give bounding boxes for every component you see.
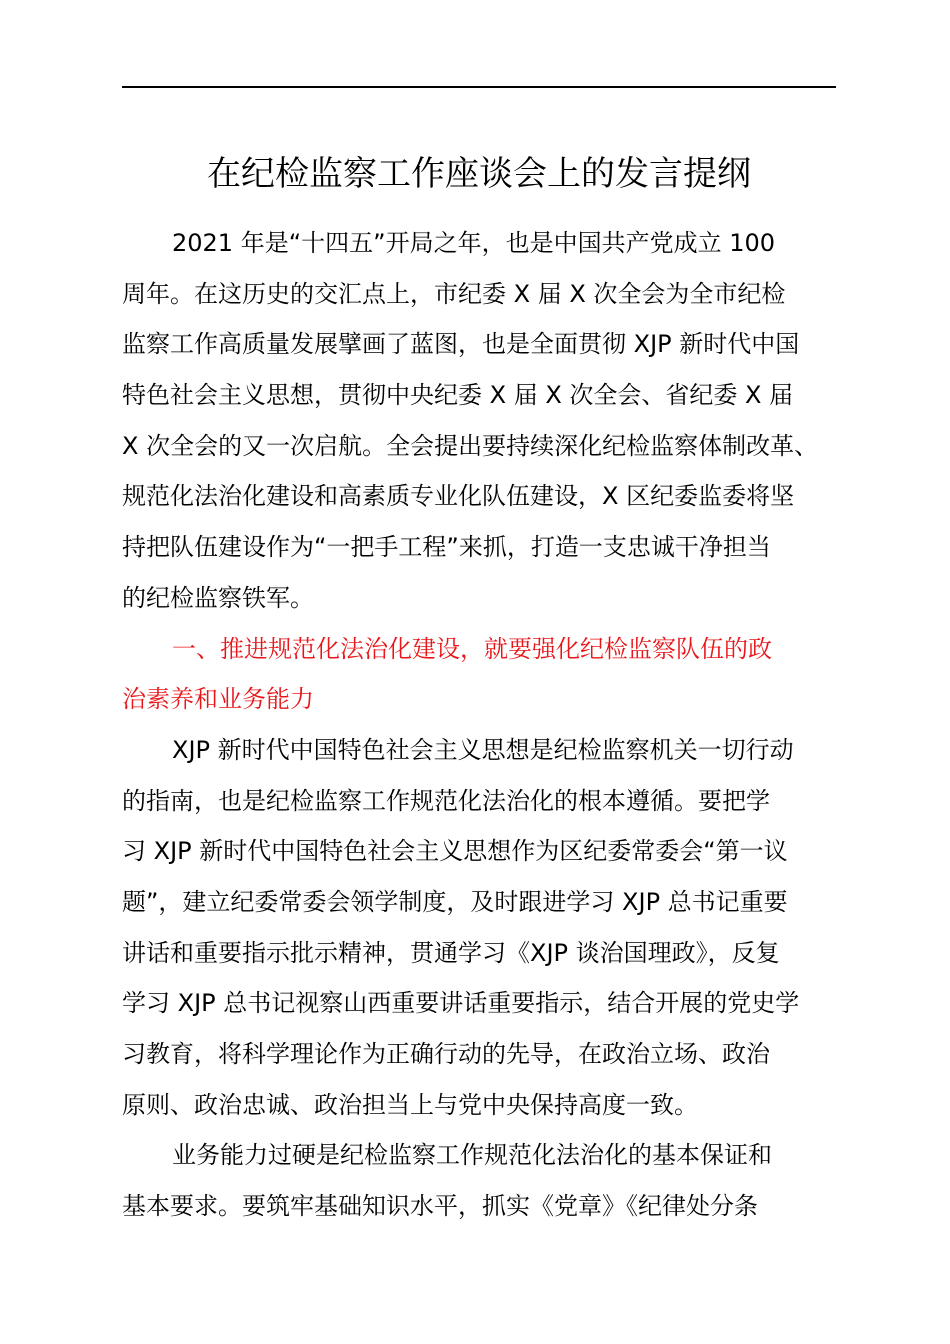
document-title: 在纪检监察工作座谈会上的发言提纲 (207, 154, 751, 194)
paragraph-2-line-7: 习教育，将科学理论作为正确行动的先导，在政治立场、政治 (122, 1040, 770, 1068)
paragraph-3-line-1: 业务能力过硬是纪检监察工作规范化法治化的基本保证和 (172, 1141, 772, 1170)
paragraph-1-line-3: 监察工作高质量发展擘画了蓝图，也是全面贯彻 XJP 新时代中国 (122, 330, 800, 359)
paragraph-1-line-6: 规范化法治化建设和高素质专业化队伍建设，X 区纪委监委将坚 (122, 482, 795, 511)
paragraph-2-line-6: 学习 XJP 总书记视察山西重要讲话重要指示，结合开展的党史学 (122, 989, 800, 1018)
paragraph-2-line-2: 的指南，也是纪检监察工作规范化法治化的根本遵循。要把学 (122, 786, 770, 815)
document-body (122, 218, 836, 1232)
paragraph-2-line-3: 习 XJP 新时代中国特色社会主义思想作为区纪委常委会“第一议 (122, 837, 788, 866)
paragraph-1-line-8: 的纪检监察铁军。 (122, 583, 314, 612)
paragraph-1-line-4: 特色社会主义思想，贯彻中央纪委 X 届 X 次全会、省纪委 X 届 (122, 381, 794, 410)
paragraph-2-line-4: 题”，建立纪委常委会领学制度，及时跟进学习 XJP 总书记重要 (122, 887, 788, 916)
paragraph-2-line-5: 讲话和重要指示批示精神，贯通学习《XJP 谈治国理政》，反复 (122, 938, 780, 967)
header-rule (122, 86, 836, 88)
paragraph-1-line-1: 2021 年是“十四五”开局之年，也是中国共产党成立 100 (172, 229, 776, 257)
section-heading-line-2: 治素养和业务能力 (122, 685, 314, 714)
section-heading-line-1: 一、推进规范化法治化建设，就要强化纪检监察队伍的政 (172, 634, 772, 663)
paragraph-3-line-2: 基本要求。要筑牢基础知识水平，抓实《党章》《纪律处分条 (122, 1192, 758, 1221)
paragraph-1-line-5: X 次全会的又一次启航。全会提出要持续深化纪检监察体制改革、 (122, 431, 819, 460)
paragraph-2-line-8: 原则、政治忠诚、政治担当上与党中央保持高度一致。 (122, 1090, 698, 1119)
paragraph-2-line-1: XJP 新时代中国特色社会主义思想是纪检监察机关一切行动 (172, 735, 794, 764)
paragraph-1-line-2: 周年。在这历史的交汇点上，市纪委 X 届 X 次全会为全市纪检 (122, 279, 786, 308)
paragraph-1-line-7: 持把队伍建设作为“一把手工程”来抓，打造一支忠诚干净担当 (122, 533, 771, 562)
